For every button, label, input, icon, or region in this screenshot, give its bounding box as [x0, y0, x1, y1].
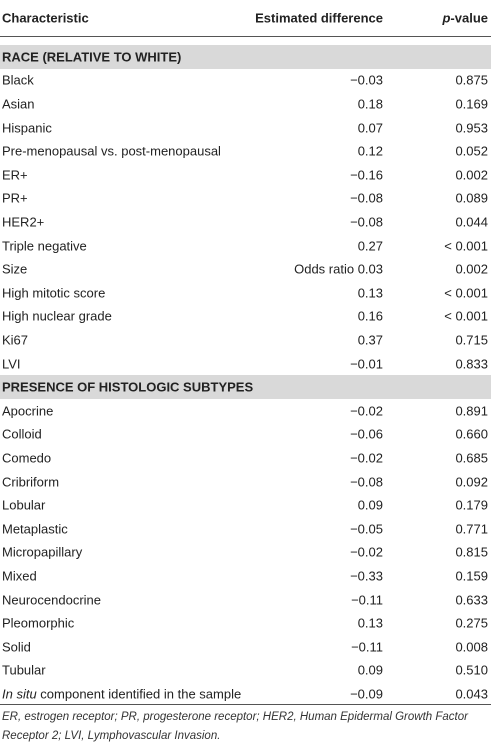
characteristic-cell: Mixed	[2, 568, 37, 584]
characteristic-cell: Triple negative	[2, 238, 87, 254]
p-value-cell: 0.833	[455, 356, 488, 372]
difference-cell: 0.37	[357, 332, 383, 348]
difference-cell: −0.02	[350, 403, 383, 419]
characteristic-cell: High nuclear grade	[2, 308, 112, 324]
table-row	[0, 470, 491, 494]
p-value-cell: 0.685	[455, 450, 488, 466]
table-row	[0, 493, 491, 517]
table-row	[0, 92, 491, 116]
characteristic-cell: In situ component identified in the sample	[2, 686, 242, 702]
table-row	[0, 611, 491, 635]
p-value-cell: 0.159	[455, 568, 488, 584]
characteristic-cell: Asian	[2, 96, 35, 112]
p-value-cell: 0.092	[455, 474, 488, 490]
difference-cell: −0.02	[350, 544, 383, 560]
characteristic-cell: Pleomorphic	[2, 615, 75, 631]
characteristic-cell: High mitotic score	[2, 285, 106, 301]
table-row	[0, 659, 491, 683]
section-header	[0, 45, 491, 69]
table-row	[0, 352, 491, 376]
p-value-cell: < 0.001	[444, 238, 488, 254]
difference-cell: −0.11	[351, 592, 383, 608]
characteristic-cell: Solid	[2, 639, 31, 655]
value-suffix: -value	[450, 10, 488, 26]
table-row	[0, 635, 491, 659]
characteristic-cell: Metaplastic	[2, 521, 68, 537]
characteristic-cell: PR+	[2, 190, 28, 206]
difference-cell: 0.27	[357, 238, 383, 254]
p-value-cell: 0.052	[455, 143, 488, 159]
table-row	[0, 541, 491, 565]
difference-cell: −0.03	[350, 72, 383, 88]
difference-cell: 0.16	[357, 308, 383, 324]
p-value-cell: 0.771	[455, 521, 488, 537]
p-value-cell: 0.002	[455, 261, 488, 277]
p-value-cell: 0.043	[455, 686, 488, 702]
header-p-value	[442, 10, 488, 25]
p-value-cell: 0.660	[455, 426, 488, 442]
p-value-cell: 0.044	[455, 214, 488, 230]
header-estimated-difference: Estimated difference	[255, 10, 383, 26]
difference-cell: 0.12	[357, 143, 383, 159]
table-row	[0, 399, 491, 423]
characteristic-cell: Micropapillary	[2, 544, 83, 560]
table-row	[0, 139, 491, 163]
table-row	[0, 281, 491, 305]
table-row	[0, 328, 491, 352]
characteristic-cell: Comedo	[2, 450, 52, 466]
table-row	[0, 210, 491, 234]
table-row	[0, 423, 491, 447]
section-title: PRESENCE OF HISTOLOGIC SUBTYPES	[2, 379, 254, 395]
table-row	[0, 163, 491, 187]
p-value-cell: 0.510	[455, 662, 488, 678]
difference-cell: Odds ratio 0.03	[294, 261, 383, 277]
table-row	[0, 187, 491, 211]
difference-cell: −0.06	[350, 426, 383, 442]
difference-cell: 0.09	[357, 497, 383, 513]
table-row	[0, 69, 491, 93]
bottom-rule	[0, 704, 491, 705]
table-row	[0, 588, 491, 612]
p-value-cell: 0.089	[455, 190, 488, 206]
difference-cell: −0.09	[350, 686, 383, 702]
characteristic-cell: Colloid	[2, 426, 42, 442]
table-footnote: ER, estrogen receptor; PR, progesterone receptor; HER2, Human Epidermal Growth Factor Receptor 2; LVI, Lymphovascular Invasion.	[2, 711, 468, 742]
p-value-cell: 0.953	[455, 120, 488, 136]
header-row	[0, 6, 491, 30]
difference-cell: −0.05	[350, 521, 383, 537]
section-header	[0, 375, 491, 399]
p-value-cell: 0.008	[455, 639, 488, 655]
characteristic-cell: Tubular	[2, 662, 46, 678]
p-value-cell: 0.002	[455, 167, 488, 183]
characteristic-cell: HER2+	[2, 214, 45, 230]
header-rule	[0, 36, 491, 37]
p-value-cell: 0.633	[455, 592, 488, 608]
characteristic-cell: Neurocendocrine	[2, 592, 102, 608]
header-characteristic: Characteristic	[2, 10, 89, 26]
table-row	[0, 682, 491, 706]
table-row	[0, 116, 491, 140]
section-title: RACE (RELATIVE TO WHITE)	[2, 49, 182, 65]
p-value-cell: 0.169	[455, 96, 488, 112]
table-row	[0, 257, 491, 281]
characteristic-cell: Apocrine	[2, 403, 54, 419]
p-value-cell: 0.715	[455, 332, 488, 348]
characteristic-cell: LVI	[2, 356, 21, 372]
characteristic-cell: Cribriform	[2, 474, 60, 490]
p-value-cell: 0.891	[455, 403, 488, 419]
difference-cell: −0.08	[350, 214, 383, 230]
characteristic-cell: ER+	[2, 167, 28, 183]
table-row	[0, 564, 491, 588]
difference-cell: 0.09	[357, 662, 383, 678]
table-row	[0, 305, 491, 329]
table-row	[0, 234, 491, 258]
p-value-cell: 0.179	[455, 497, 488, 513]
italic-term: In situ	[2, 686, 37, 702]
p-value-cell: 0.275	[455, 615, 488, 631]
table-row	[0, 446, 491, 470]
p-value-cell: < 0.001	[444, 285, 488, 301]
difference-cell: 0.13	[357, 285, 383, 301]
characteristic-cell: Hispanic	[2, 120, 52, 136]
difference-cell: 0.07	[357, 120, 383, 136]
p-letter: p	[442, 10, 451, 26]
difference-cell: 0.13	[357, 615, 383, 631]
difference-cell: −0.08	[350, 190, 383, 206]
difference-cell: −0.02	[350, 450, 383, 466]
difference-cell: −0.11	[351, 639, 383, 655]
p-value-cell: 0.815	[455, 544, 488, 560]
characteristic-cell: Black	[2, 72, 34, 88]
characteristic-cell: Lobular	[2, 497, 46, 513]
characteristic-cell: Pre-menopausal vs. post-menopausal	[2, 143, 221, 159]
difference-cell: 0.18	[357, 96, 383, 112]
characteristic-cell: Size	[2, 261, 28, 277]
characteristic-cell: Ki67	[2, 332, 29, 348]
table-row	[0, 517, 491, 541]
difference-cell: −0.16	[350, 167, 383, 183]
difference-cell: −0.08	[350, 474, 383, 490]
p-value-cell: < 0.001	[444, 308, 488, 324]
p-value-cell: 0.875	[455, 72, 488, 88]
difference-cell: −0.33	[350, 568, 383, 584]
difference-cell: −0.01	[350, 356, 383, 372]
